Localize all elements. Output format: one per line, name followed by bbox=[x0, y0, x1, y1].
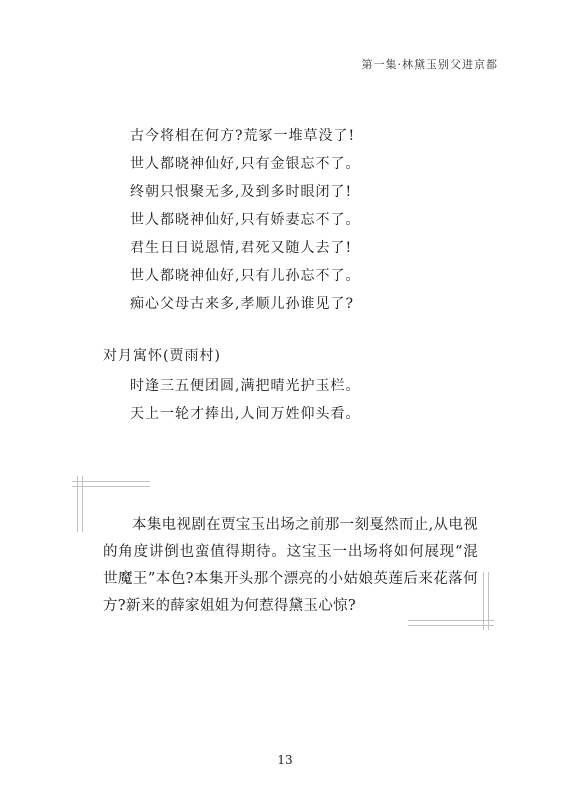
poem-line: 痴心父母古来多,孝顺儿孙谁见了? bbox=[130, 296, 354, 312]
poem-line: 终朝只恨聚无多,及到多时眼闭了! bbox=[130, 184, 353, 200]
poem-title: 对月寓怀(贾雨村) bbox=[103, 348, 221, 364]
commentary-paragraph: 本集电视剧在贾宝玉出场之前那一刻戛然而止,从电视的角度讲倒也蛮值得期待。这宝玉一出场将如何展现“混世魔王”本色?本集开头那个漂亮的小姑娘英莲后来花落何方?新来的薛家姐姐为何惹得黛玉心惊? bbox=[103, 517, 478, 614]
poem-line: 天上一轮才捧出,人间万姓仰头看。 bbox=[130, 406, 361, 422]
poem-line: 古今将相在何方?荒冢一堆草没了! bbox=[130, 128, 356, 144]
poem-line: 世人都晓神仙好,只有娇妻忘不了。 bbox=[130, 212, 361, 228]
poem-block bbox=[130, 122, 470, 318]
poem-line: 君生日日说恩情,君死又随人去了! bbox=[130, 240, 353, 256]
poem-block-2 bbox=[130, 372, 360, 428]
poem-line: 世人都晓神仙好,只有金银忘不了。 bbox=[130, 156, 361, 172]
corner-frame-bottom-right bbox=[408, 572, 494, 630]
poem-line: 时逢三五便团圆,满把晴光护玉栏。 bbox=[130, 378, 361, 394]
running-header: 第一集·林黛玉别父进京都 bbox=[361, 58, 498, 71]
page-number: 13 bbox=[277, 753, 293, 767]
poem-line: 世人都晓神仙好,只有儿孙忘不了。 bbox=[130, 268, 361, 284]
